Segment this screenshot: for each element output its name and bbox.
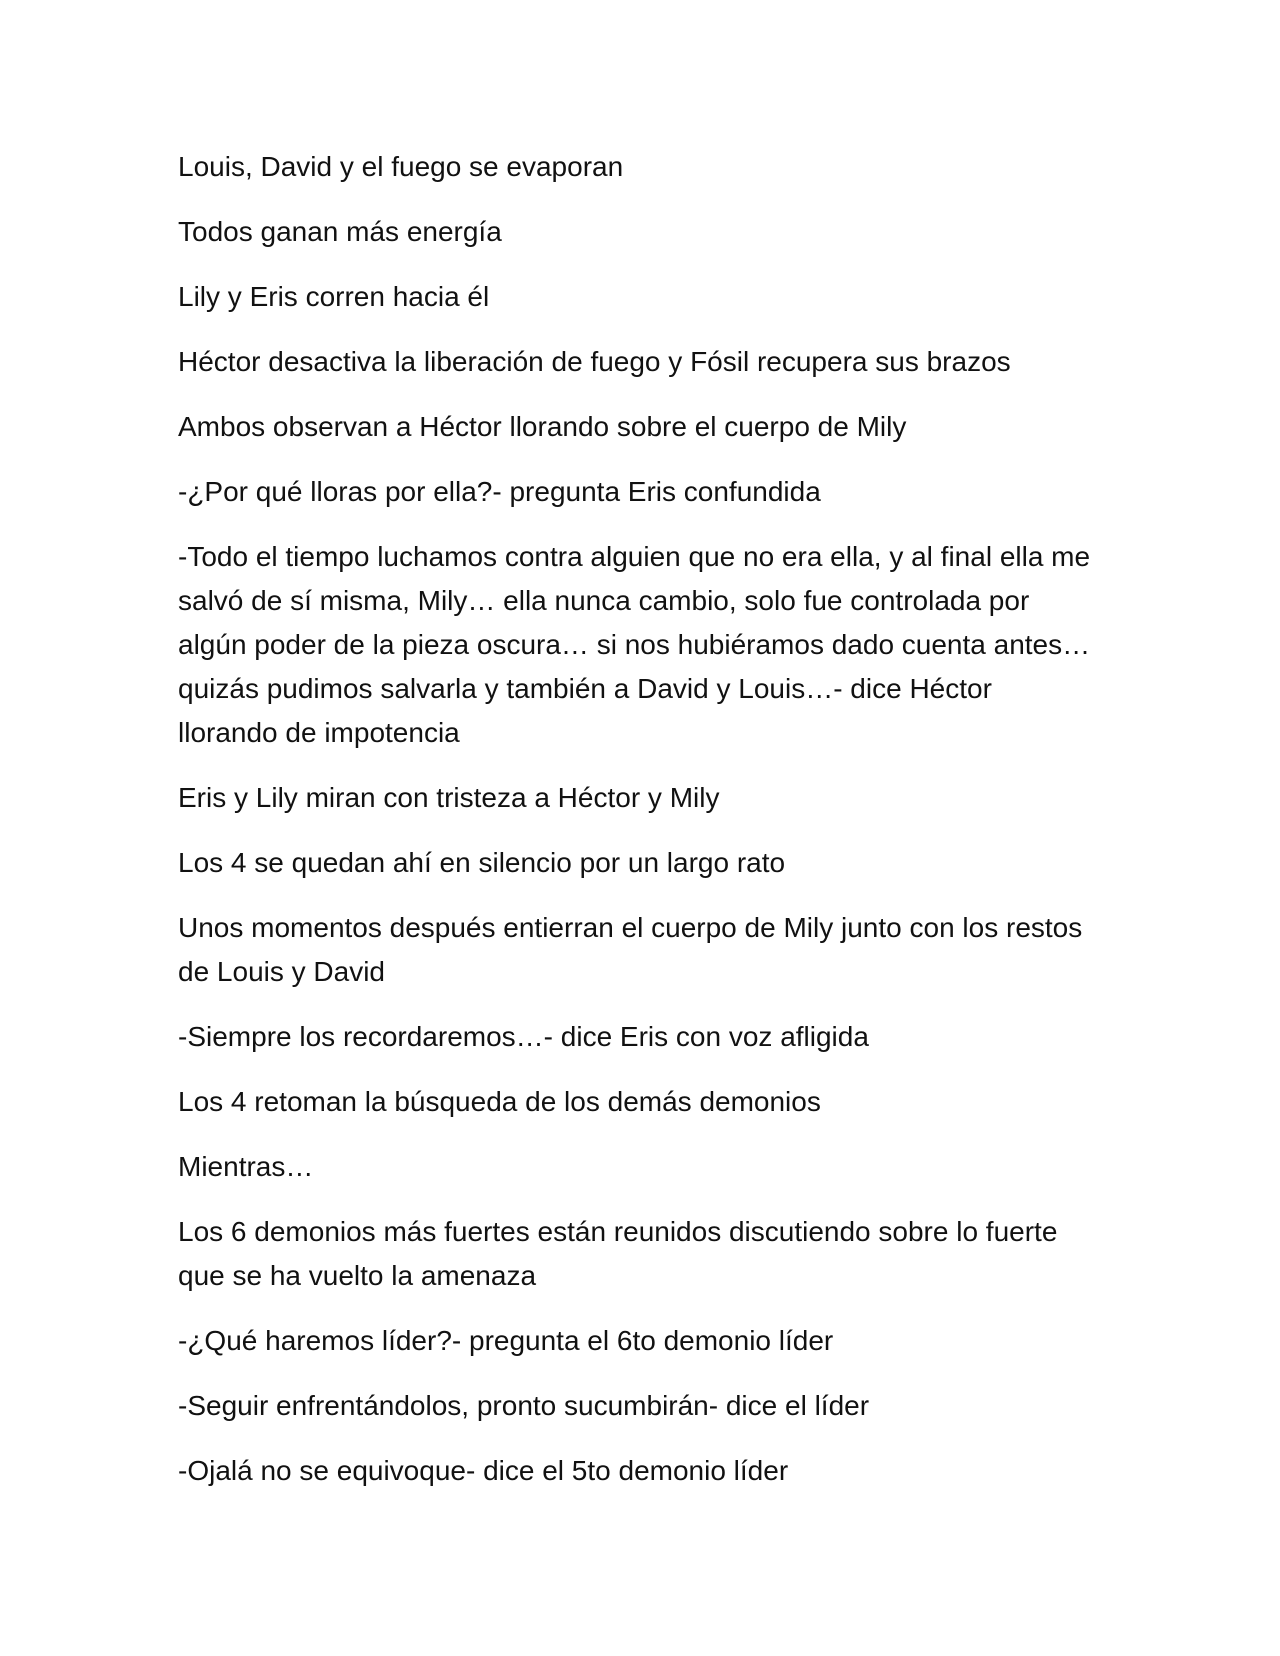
paragraph: -Ojalá no se equivoque- dice el 5to demonio líder [178,1455,789,1486]
paragraph: Todos ganan más energía [178,216,502,247]
paragraph: -Siempre los recordaremos…- dice Eris con voz afligida [178,1021,869,1052]
paragraph: Mientras… [178,1151,314,1182]
paragraph: -Todo el tiempo luchamos contra alguien que no era ella, y al final ella me salvó de sí misma, Mily… ella nunca cambio, solo fue controlada por algún poder de la pieza oscura… si nos hubiéramos dado cuenta antes… quizás pudimos salvarla y también a David y Louis…- dice Héctor llorando de impotencia [178,541,1091,748]
paragraph: Louis, David y el fuego se evaporan [178,151,624,182]
paragraph: Lily y Eris corren hacia él [178,281,490,312]
paragraph: -¿Qué haremos líder?- pregunta el 6to demonio líder [178,1325,834,1356]
paragraph: Unos momentos después entierran el cuerpo de Mily junto con los restos de Louis y David [178,912,1083,987]
paragraph: Héctor desactiva la liberación de fuego y Fósil recupera sus brazos [178,346,1011,377]
paragraph: Los 4 retoman la búsqueda de los demás demonios [178,1086,821,1117]
paragraph: Eris y Lily miran con tristeza a Héctor y Mily [178,782,720,813]
paragraph: Los 4 se quedan ahí en silencio por un largo rato [178,847,786,878]
document-body [178,145,1098,1514]
paragraph: Los 6 demonios más fuertes están reunidos discutiendo sobre lo fuerte que se ha vuelto la amenaza [178,1216,1058,1291]
paragraph: -Seguir enfrentándolos, pronto sucumbirán- dice el líder [178,1390,870,1421]
paragraph: Ambos observan a Héctor llorando sobre el cuerpo de Mily [178,411,907,442]
paragraph: -¿Por qué lloras por ella?- pregunta Eris confundida [178,476,821,507]
